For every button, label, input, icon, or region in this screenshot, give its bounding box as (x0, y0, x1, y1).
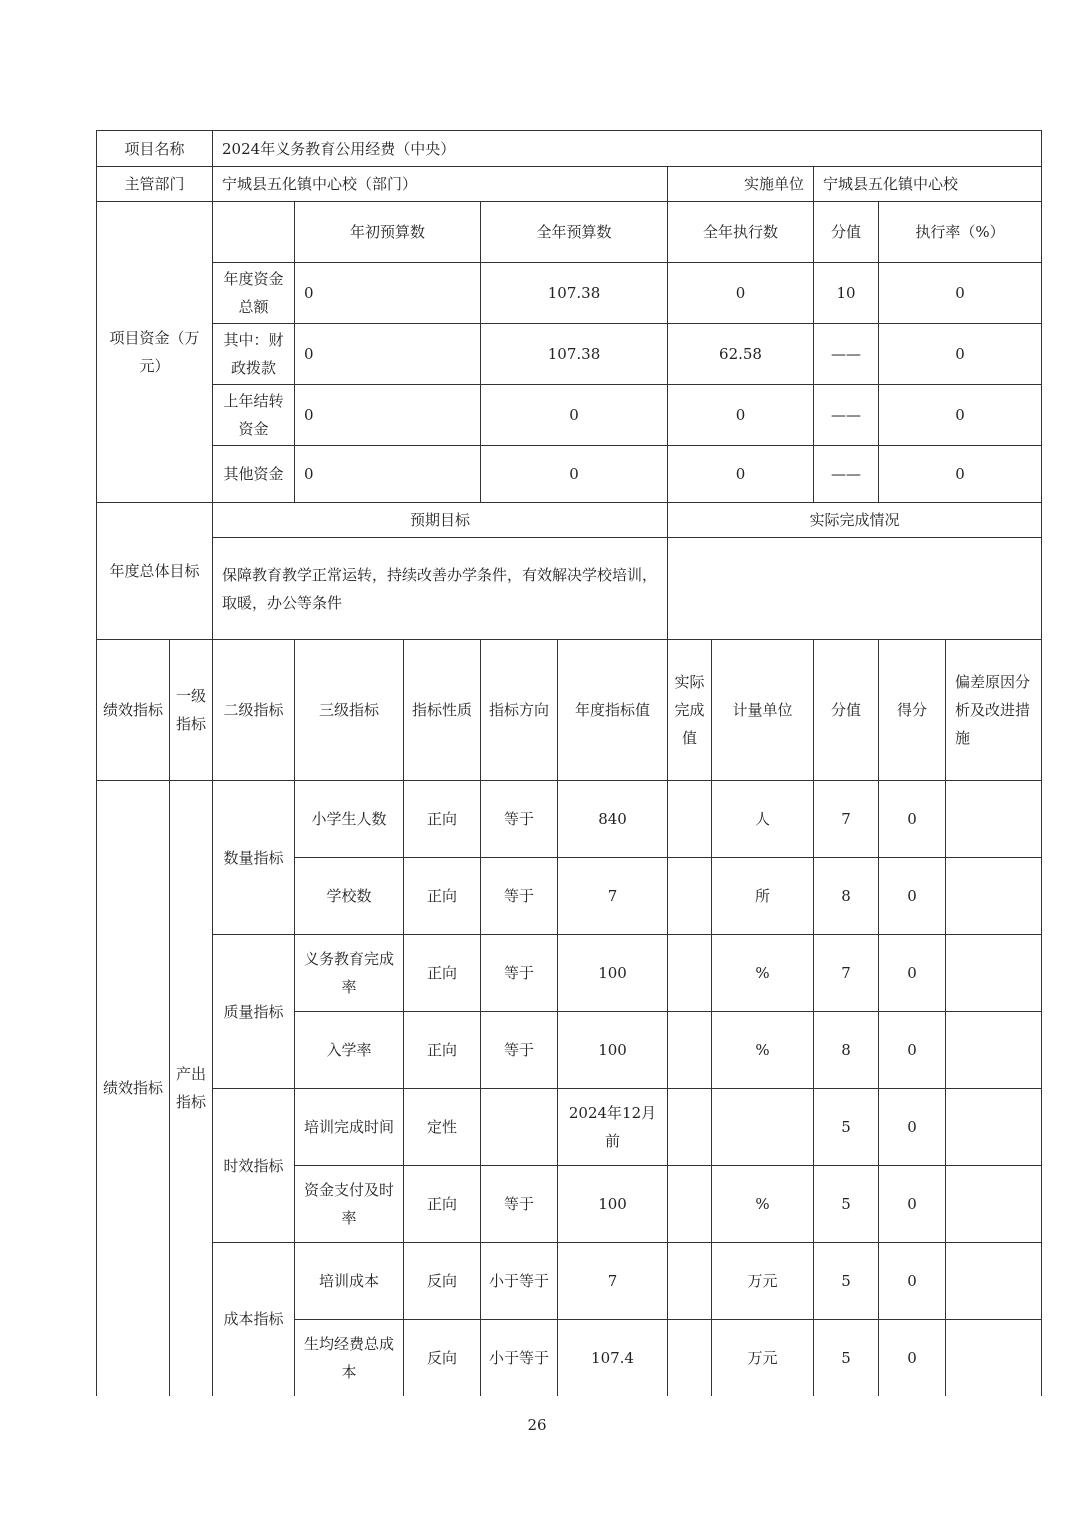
goal-label: 年度总体目标 (97, 503, 213, 640)
implementing-unit-value: 宁城县五化镇中心校 (814, 167, 1042, 202)
perf-row (97, 781, 1042, 858)
perf-row (97, 935, 1042, 1012)
perf-indicator-name: 义务教育完成率 (295, 935, 404, 1012)
funds-row-label: 年度资金总额 (213, 263, 295, 324)
perf-unit: % (712, 935, 814, 1012)
perf-direction: 等于 (481, 1166, 558, 1243)
project-name-label: 项目名称 (97, 131, 213, 167)
perf-score: 0 (879, 1012, 946, 1089)
perf-actual (668, 1089, 712, 1166)
perf-direction: 等于 (481, 1012, 558, 1089)
funds-score-value: —— (814, 446, 879, 503)
perf-note (946, 781, 1042, 858)
perf-score: 0 (879, 858, 946, 935)
funds-executed: 0 (668, 446, 814, 503)
perf-score: 0 (879, 935, 946, 1012)
perf-header-col4: 三级指标 (295, 640, 404, 781)
perf-nature: 反向 (404, 1243, 481, 1320)
perf-score: 0 (879, 781, 946, 858)
perf-header-col6: 指标方向 (481, 640, 558, 781)
perf-score: 0 (879, 1243, 946, 1320)
funds-rate: 0 (879, 324, 1042, 385)
perf-score-value: 8 (814, 1012, 879, 1089)
perf-actual (668, 858, 712, 935)
perf-score-value: 5 (814, 1089, 879, 1166)
perf-header-col10: 分值 (814, 640, 879, 781)
funds-row-label: 其中：财政拨款 (213, 324, 295, 385)
perf-note (946, 1243, 1042, 1320)
perf-header-col3: 二级指标 (213, 640, 295, 781)
funds-row-label: 其他资金 (213, 446, 295, 503)
perf-header-col8: 实际完成值 (668, 640, 712, 781)
page-number: 26 (527, 1416, 547, 1434)
funds-header-blank (213, 202, 295, 263)
perf-target: 7 (558, 858, 668, 935)
funds-row (97, 446, 1042, 503)
perf-indicator-name: 入学率 (295, 1012, 404, 1089)
goal-expected-text: 保障教育教学正常运转，持续改善办学条件，有效解决学校培训，取暖，办公等条件 (213, 538, 668, 640)
project-name-row (97, 131, 1042, 167)
perf-actual (668, 1166, 712, 1243)
funds-row (97, 324, 1042, 385)
funds-rate: 0 (879, 263, 1042, 324)
perf-actual (668, 1012, 712, 1089)
funds-rate: 0 (879, 446, 1042, 503)
perf-score-value: 5 (814, 1166, 879, 1243)
funds-annual: 0 (481, 446, 668, 503)
perf-nature: 定性 (404, 1089, 481, 1166)
perf-header-col9: 计量单位 (712, 640, 814, 781)
goal-content-row (97, 538, 1042, 640)
funds-score-value: 10 (814, 263, 879, 324)
perf-nature: 正向 (404, 935, 481, 1012)
department-label: 主管部门 (97, 167, 213, 202)
funds-score-value: —— (814, 324, 879, 385)
perf-score-value: 7 (814, 935, 879, 1012)
funds-header-initial: 年初预算数 (295, 202, 481, 263)
perf-header-col1: 绩效指标 (97, 640, 170, 781)
perf-group-label: 绩效指标 (97, 781, 170, 1396)
perf-level2-cost: 成本指标 (213, 1243, 295, 1396)
funds-initial: 0 (295, 263, 481, 324)
perf-header-col7: 年度指标值 (558, 640, 668, 781)
perf-target: 107.4 (558, 1320, 668, 1396)
perf-unit: 万元 (712, 1320, 814, 1396)
funds-executed: 0 (668, 263, 814, 324)
funds-header-executed: 全年执行数 (668, 202, 814, 263)
perf-nature: 正向 (404, 858, 481, 935)
funds-header-row (97, 202, 1042, 263)
perf-score-value: 5 (814, 1320, 879, 1396)
perf-actual (668, 935, 712, 1012)
perf-direction: 小于等于 (481, 1243, 558, 1320)
funds-initial: 0 (295, 324, 481, 385)
perf-header-col11: 得分 (879, 640, 946, 781)
project-name-value: 2024年义务教育公用经费（中央） (213, 131, 1042, 167)
funds-annual: 107.38 (481, 263, 668, 324)
perf-score: 0 (879, 1089, 946, 1166)
perf-actual (668, 1243, 712, 1320)
perf-target: 100 (558, 1012, 668, 1089)
funds-header-score-value: 分值 (814, 202, 879, 263)
perf-note (946, 1166, 1042, 1243)
perf-score: 0 (879, 1320, 946, 1396)
perf-indicator-name: 培训成本 (295, 1243, 404, 1320)
perf-target: 100 (558, 1166, 668, 1243)
funds-rate: 0 (879, 385, 1042, 446)
perf-score-value: 8 (814, 858, 879, 935)
perf-target: 7 (558, 1243, 668, 1320)
perf-target: 2024年12月前 (558, 1089, 668, 1166)
funds-row (97, 385, 1042, 446)
perf-note (946, 1089, 1042, 1166)
perf-note (946, 1012, 1042, 1089)
perf-actual (668, 1320, 712, 1396)
perf-indicator-name: 培训完成时间 (295, 1089, 404, 1166)
perf-header-col2: 一级指标 (170, 640, 213, 781)
funds-annual: 107.38 (481, 324, 668, 385)
perf-nature: 正向 (404, 1166, 481, 1243)
perf-direction: 等于 (481, 858, 558, 935)
perf-level1-label: 产出指标 (170, 781, 213, 1396)
goal-expected-header: 预期目标 (213, 503, 668, 538)
perf-note (946, 1320, 1042, 1396)
funds-initial: 0 (295, 385, 481, 446)
perf-target: 100 (558, 935, 668, 1012)
perf-actual (668, 781, 712, 858)
perf-indicator-name: 小学生人数 (295, 781, 404, 858)
perf-score-value: 5 (814, 1243, 879, 1320)
perf-indicator-name: 资金支付及时率 (295, 1166, 404, 1243)
perf-header-col12: 偏差原因分析及改进措施 (946, 640, 1042, 781)
perf-unit: 所 (712, 858, 814, 935)
perf-target: 840 (558, 781, 668, 858)
funds-score-value: —— (814, 385, 879, 446)
funds-row-label: 上年结转资金 (213, 385, 295, 446)
funds-section-label: 项目资金（万元） (97, 202, 213, 503)
funds-initial: 0 (295, 446, 481, 503)
perf-nature: 反向 (404, 1320, 481, 1396)
perf-unit: % (712, 1012, 814, 1089)
funds-annual: 0 (481, 385, 668, 446)
perf-level2-timeliness: 时效指标 (213, 1089, 295, 1243)
department-row (97, 167, 1042, 202)
funds-executed: 62.58 (668, 324, 814, 385)
perf-note (946, 935, 1042, 1012)
perf-row (97, 1243, 1042, 1320)
funds-executed: 0 (668, 385, 814, 446)
perf-nature: 正向 (404, 781, 481, 858)
perf-score: 0 (879, 1166, 946, 1243)
perf-level2-quality: 质量指标 (213, 935, 295, 1089)
perf-direction: 等于 (481, 935, 558, 1012)
perf-level2-quantity: 数量指标 (213, 781, 295, 935)
perf-indicator-name: 生均经费总成本 (295, 1320, 404, 1396)
perf-note (946, 858, 1042, 935)
perf-header-col5: 指标性质 (404, 640, 481, 781)
perf-unit: % (712, 1166, 814, 1243)
perf-header-row (97, 640, 1042, 781)
perf-score-value: 7 (814, 781, 879, 858)
funds-row (97, 263, 1042, 324)
perf-row (97, 1089, 1042, 1166)
goal-actual-text (668, 538, 1042, 640)
perf-direction: 等于 (481, 781, 558, 858)
perf-unit (712, 1089, 814, 1166)
perf-unit: 万元 (712, 1243, 814, 1320)
goal-header-row (97, 503, 1042, 538)
perf-direction (481, 1089, 558, 1166)
perf-unit: 人 (712, 781, 814, 858)
funds-header-annual: 全年预算数 (481, 202, 668, 263)
perf-nature: 正向 (404, 1012, 481, 1089)
implementing-unit-label: 实施单位 (668, 167, 814, 202)
perf-indicator-name: 学校数 (295, 858, 404, 935)
funds-header-rate: 执行率（%） (879, 202, 1042, 263)
perf-direction: 小于等于 (481, 1320, 558, 1396)
department-value: 宁城县五化镇中心校（部门） (213, 167, 668, 202)
goal-actual-header: 实际完成情况 (668, 503, 1042, 538)
performance-table (96, 130, 1042, 1396)
